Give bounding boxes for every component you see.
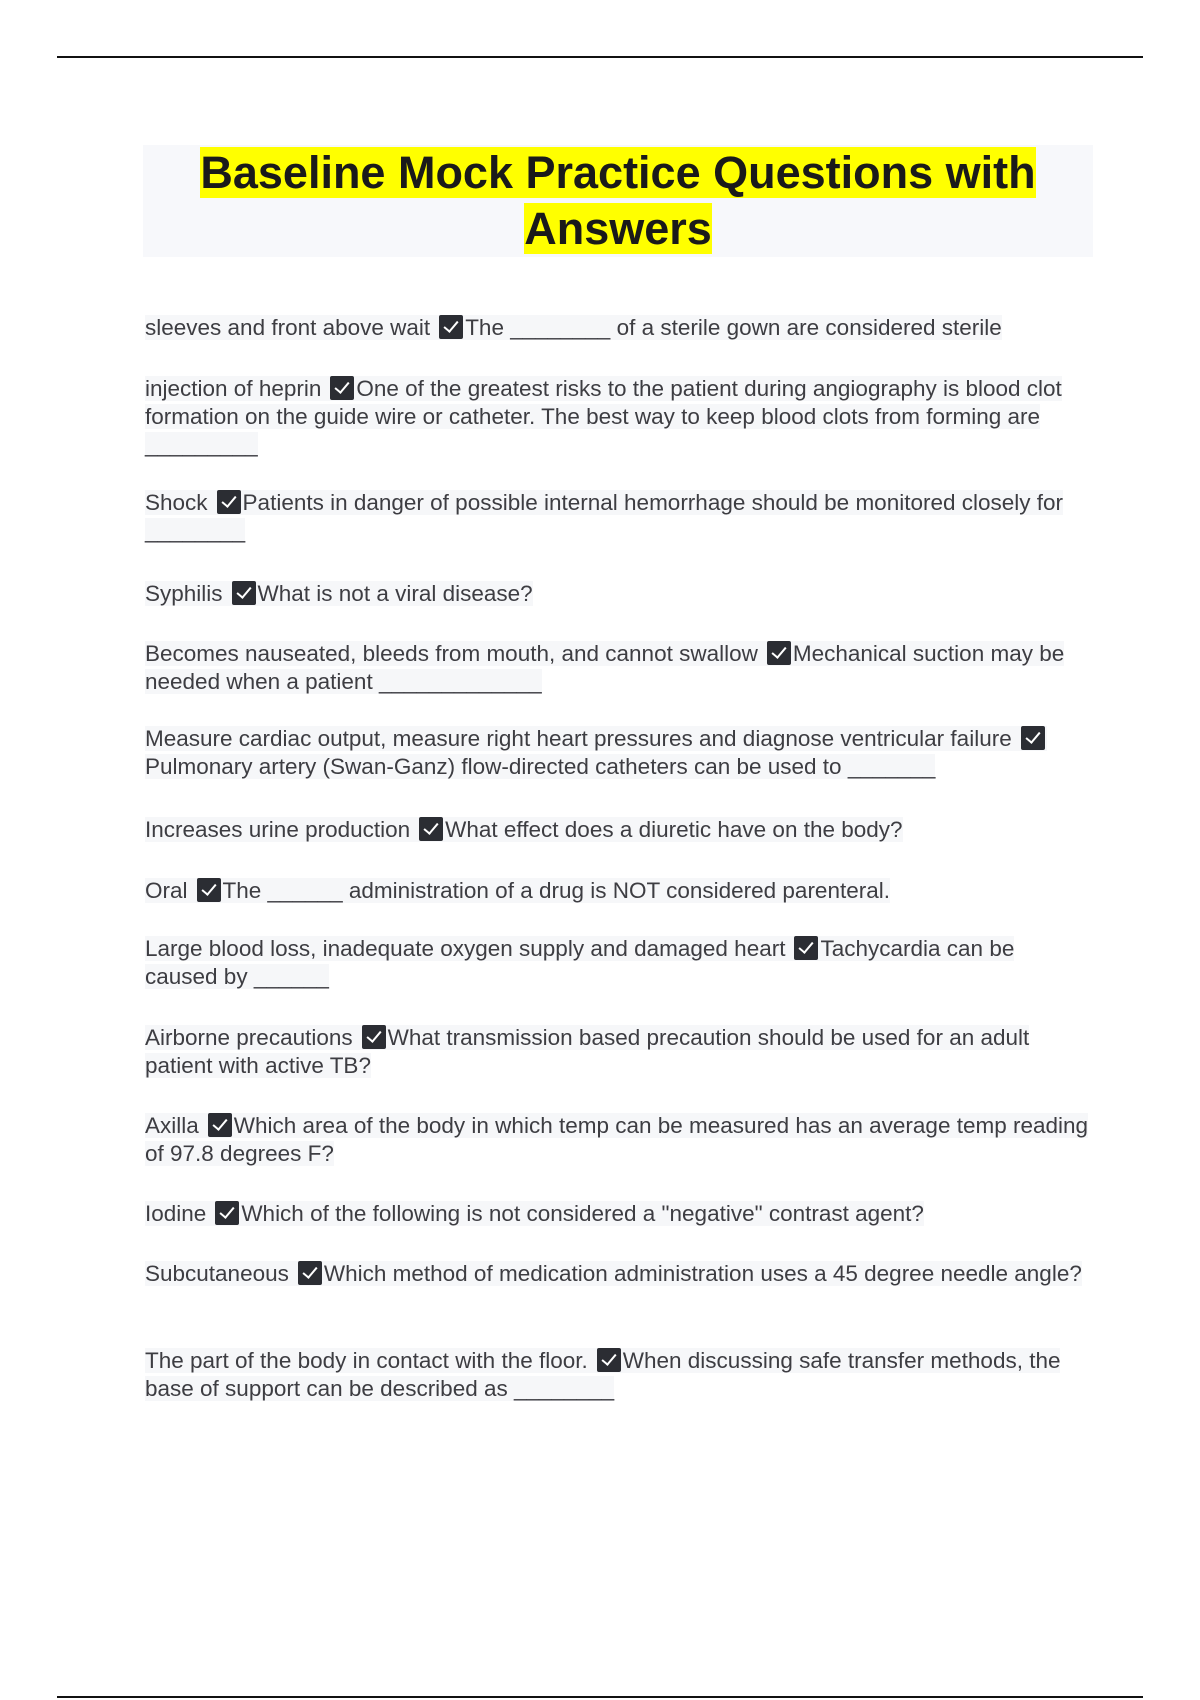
question-text: When discussing safe transfer methods, the base of support can be described as ________: [145, 1348, 1061, 1401]
check-box-icon: [217, 490, 241, 514]
question-text: One of the greatest risks to the patient during angiography is blood clot formation on the guide wire or catheter. The best way to keep blood clots from forming are _________: [145, 376, 1062, 457]
question-text: Which area of the body in which temp can be measured has an average temp reading of 97.8 degrees F?: [145, 1113, 1089, 1166]
qa-item-11: [145, 1112, 1090, 1168]
check-box-icon: [1021, 726, 1045, 750]
question-text: The ________ of a sterile gown are considered sterile: [465, 315, 1002, 340]
question-text: The ______ administration of a drug is NOT considered parenteral.: [222, 878, 890, 903]
answer-text: Oral: [145, 878, 188, 903]
answer-text: Airborne precautions: [145, 1025, 353, 1050]
check-box-icon: [767, 641, 791, 665]
question-text: What transmission based precaution should be used for an adult patient with active TB?: [145, 1025, 1030, 1078]
answer-text: Large blood loss, inadequate oxygen supply and damaged heart: [145, 936, 786, 961]
check-box-icon: [232, 581, 256, 605]
check-box-icon: [330, 376, 354, 400]
qa-item-2: [145, 375, 1090, 459]
question-text: Tachycardia can be caused by ______: [145, 936, 1015, 989]
check-box-icon: [439, 315, 463, 339]
qa-item-13: [145, 1260, 1090, 1288]
answer-text: Syphilis: [145, 581, 223, 606]
qa-item-7: [145, 816, 1090, 844]
qa-item-3: [145, 489, 1090, 545]
check-box-icon: [794, 936, 818, 960]
check-box-icon: [215, 1201, 239, 1225]
qa-item-8: [145, 877, 1090, 905]
answer-text: sleeves and front above wait: [145, 315, 431, 340]
qa-item-1: [145, 314, 1090, 342]
qa-item-12: [145, 1200, 1090, 1228]
qa-item-6: [145, 725, 1090, 781]
answer-text: Subcutaneous: [145, 1261, 289, 1286]
question-text: What is not a viral disease?: [257, 581, 533, 606]
answer-text: Iodine: [145, 1201, 207, 1226]
check-box-icon: [362, 1025, 386, 1049]
answer-text: Becomes nauseated, bleeds from mouth, and cannot swallow: [145, 641, 758, 666]
qa-item-4: [145, 580, 1090, 608]
qa-item-9: [145, 935, 1090, 991]
title-band: [143, 145, 1093, 257]
answer-text: Axilla: [145, 1113, 199, 1138]
answer-text: The part of the body in contact with the floor.: [145, 1348, 588, 1373]
qa-item-10: [145, 1024, 1090, 1080]
check-box-icon: [298, 1261, 322, 1285]
question-text: Which of the following is not considered a "negative" contrast agent?: [241, 1201, 924, 1226]
top-rule: [57, 56, 1143, 58]
question-text: Pulmonary artery (Swan-Ganz) flow-directed catheters can be used to _______: [145, 754, 936, 779]
bottom-rule: [57, 1696, 1143, 1698]
question-text: Which method of medication administration uses a 45 degree needle angle?: [323, 1261, 1082, 1286]
check-box-icon: [597, 1348, 621, 1372]
document-title: Baseline Mock Practice Questions with Answers: [200, 147, 1036, 254]
check-box-icon: [208, 1113, 232, 1137]
answer-text: injection of heprin: [145, 376, 322, 401]
question-text: Mechanical suction may be needed when a patient _____________: [145, 641, 1065, 694]
question-text: Patients in danger of possible internal hemorrhage should be monitored closely for ________: [145, 490, 1064, 543]
question-text: What effect does a diuretic have on the body?: [445, 817, 903, 842]
answer-text: Shock: [145, 490, 208, 515]
check-box-icon: [419, 817, 443, 841]
check-box-icon: [197, 878, 221, 902]
answer-text: Measure cardiac output, measure right heart pressures and diagnose ventricular failure: [145, 726, 1012, 751]
qa-item-5: [145, 640, 1090, 696]
qa-item-14: [145, 1347, 1090, 1403]
answer-text: Increases urine production: [145, 817, 411, 842]
